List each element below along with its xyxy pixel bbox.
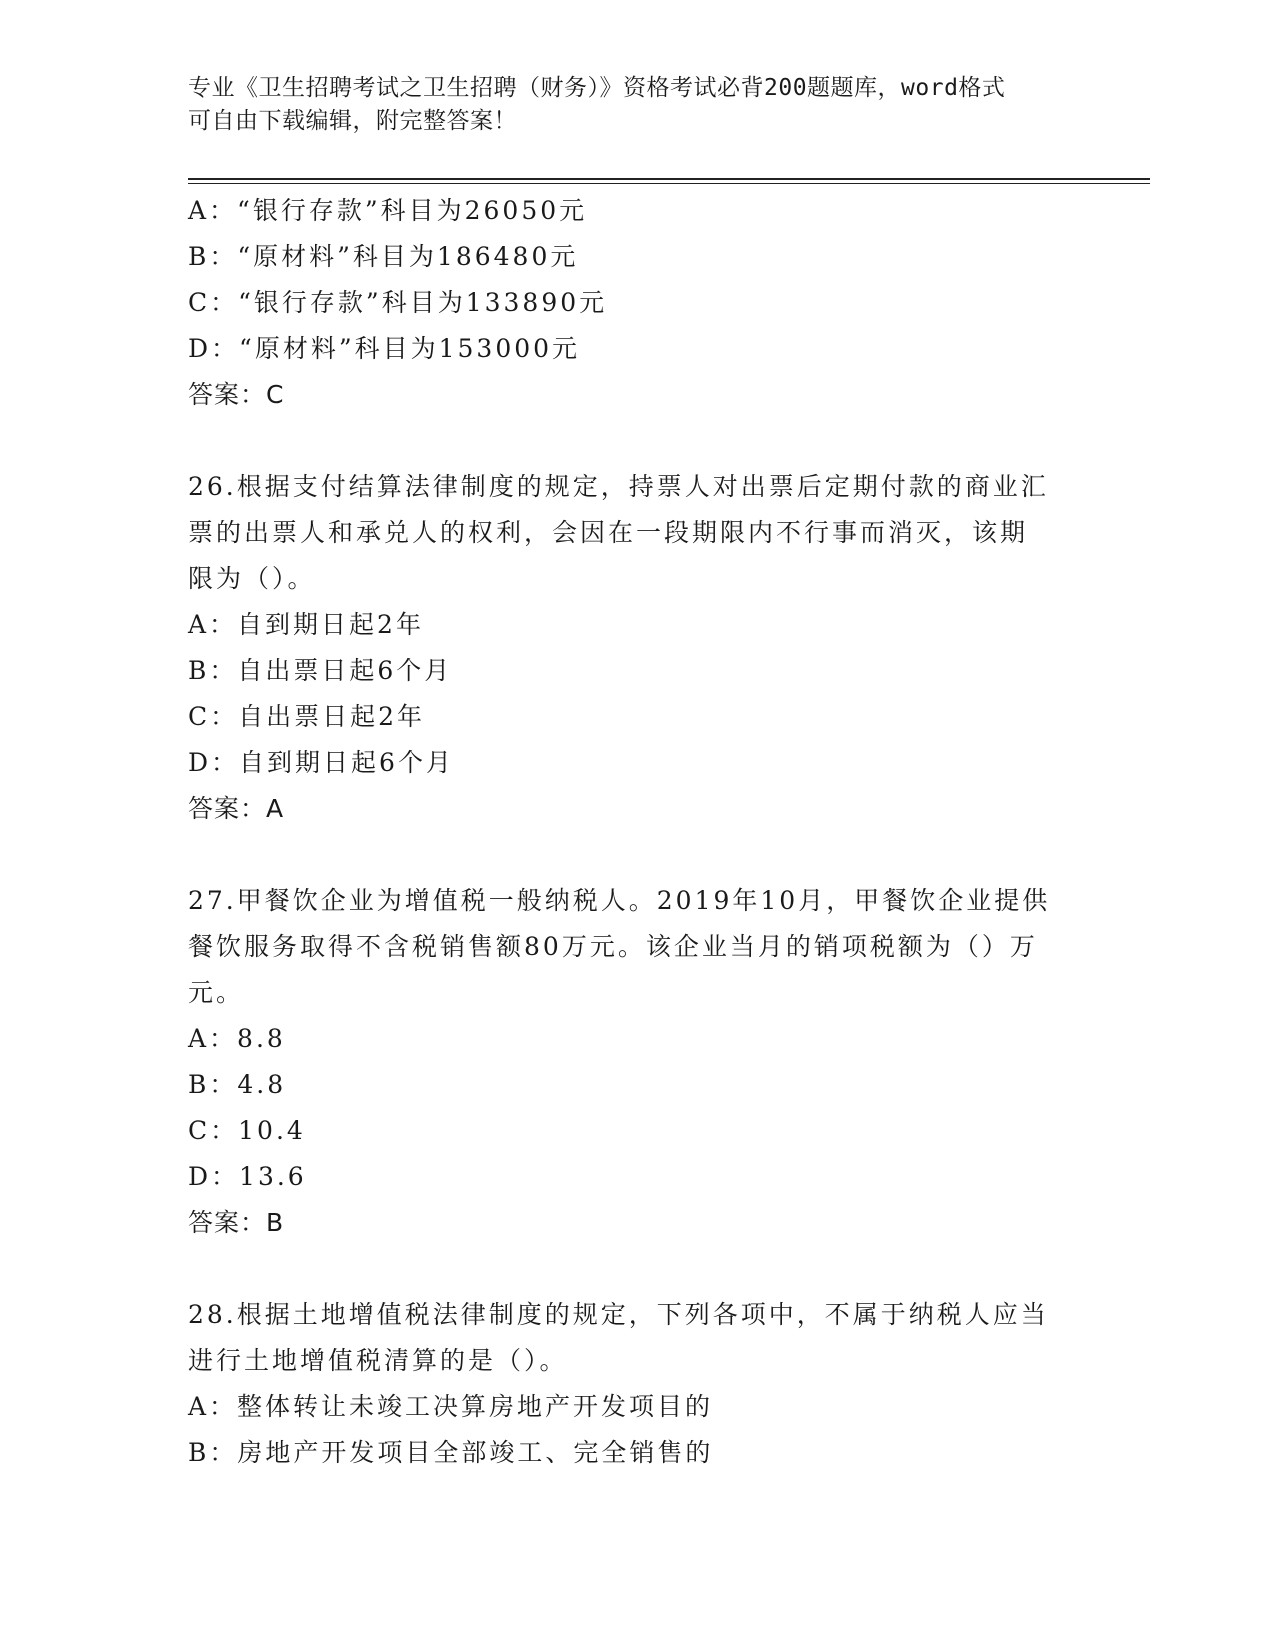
option-c: C：10.4 [188, 1116, 306, 1145]
option-a: A：自到期日起2年 [188, 610, 424, 639]
question-stem-line: 28.根据土地增值税法律制度的规定，下列各项中，不属于纳税人应当 [188, 1300, 1049, 1329]
header-divider-thick [188, 178, 1150, 180]
question-stem-line: 票的出票人和承兑人的权利，会因在一段期限内不行事而消灭，该期 [188, 518, 1029, 547]
option-a: A：整体转让未竣工决算房地产开发项目的 [188, 1392, 714, 1421]
header-line-1: 专业《卫生招聘考试之卫生招聘（财务）》资格考试必背200题题库，word格式 [188, 75, 1006, 101]
question-stem-line: 限为（）。 [188, 564, 316, 593]
question-list [188, 188, 1088, 1476]
header-divider-thin [188, 183, 1150, 184]
spacer [188, 418, 1088, 464]
question-28 [188, 1292, 1088, 1476]
spacer [188, 832, 1088, 878]
option-d: D：13.6 [188, 1162, 307, 1191]
document-header [188, 72, 1088, 138]
question-25 [188, 188, 1088, 418]
option-a: A：“银行存款”科目为26050元 [188, 196, 588, 225]
question-stem-line: 元。 [188, 978, 245, 1007]
option-b: B：“原材料”科目为186480元 [188, 242, 579, 271]
question-stem-line: 26.根据支付结算法律制度的规定，持票人对出票后定期付款的商业汇 [188, 472, 1049, 501]
question-26 [188, 464, 1088, 832]
answer: 答案：A [188, 794, 285, 823]
question-stem-line: 进行土地增值税清算的是（）。 [188, 1346, 568, 1375]
question-stem-line: 餐饮服务取得不含税销售额80万元。该企业当月的销项税额为（）万 [188, 932, 1038, 961]
option-d: D：“原材料”科目为153000元 [188, 334, 581, 363]
header-line-2: 可自由下载编辑，附完整答案！ [188, 108, 517, 134]
option-d: D：自到期日起6个月 [188, 748, 454, 777]
answer: 答案：C [188, 380, 285, 409]
question-27 [188, 878, 1088, 1246]
option-b: B：自出票日起6个月 [188, 656, 453, 685]
option-c: C：“银行存款”科目为133890元 [188, 288, 608, 317]
answer: 答案：B [188, 1208, 285, 1237]
option-c: C：自出票日起2年 [188, 702, 426, 731]
spacer [188, 1246, 1088, 1292]
option-b: B：房地产开发项目全部竣工、完全销售的 [188, 1438, 714, 1467]
option-a: A：8.8 [188, 1024, 286, 1053]
question-stem-line: 27.甲餐饮企业为增值税一般纳税人。2019年10月，甲餐饮企业提供 [188, 886, 1051, 915]
option-b: B：4.8 [188, 1070, 287, 1099]
